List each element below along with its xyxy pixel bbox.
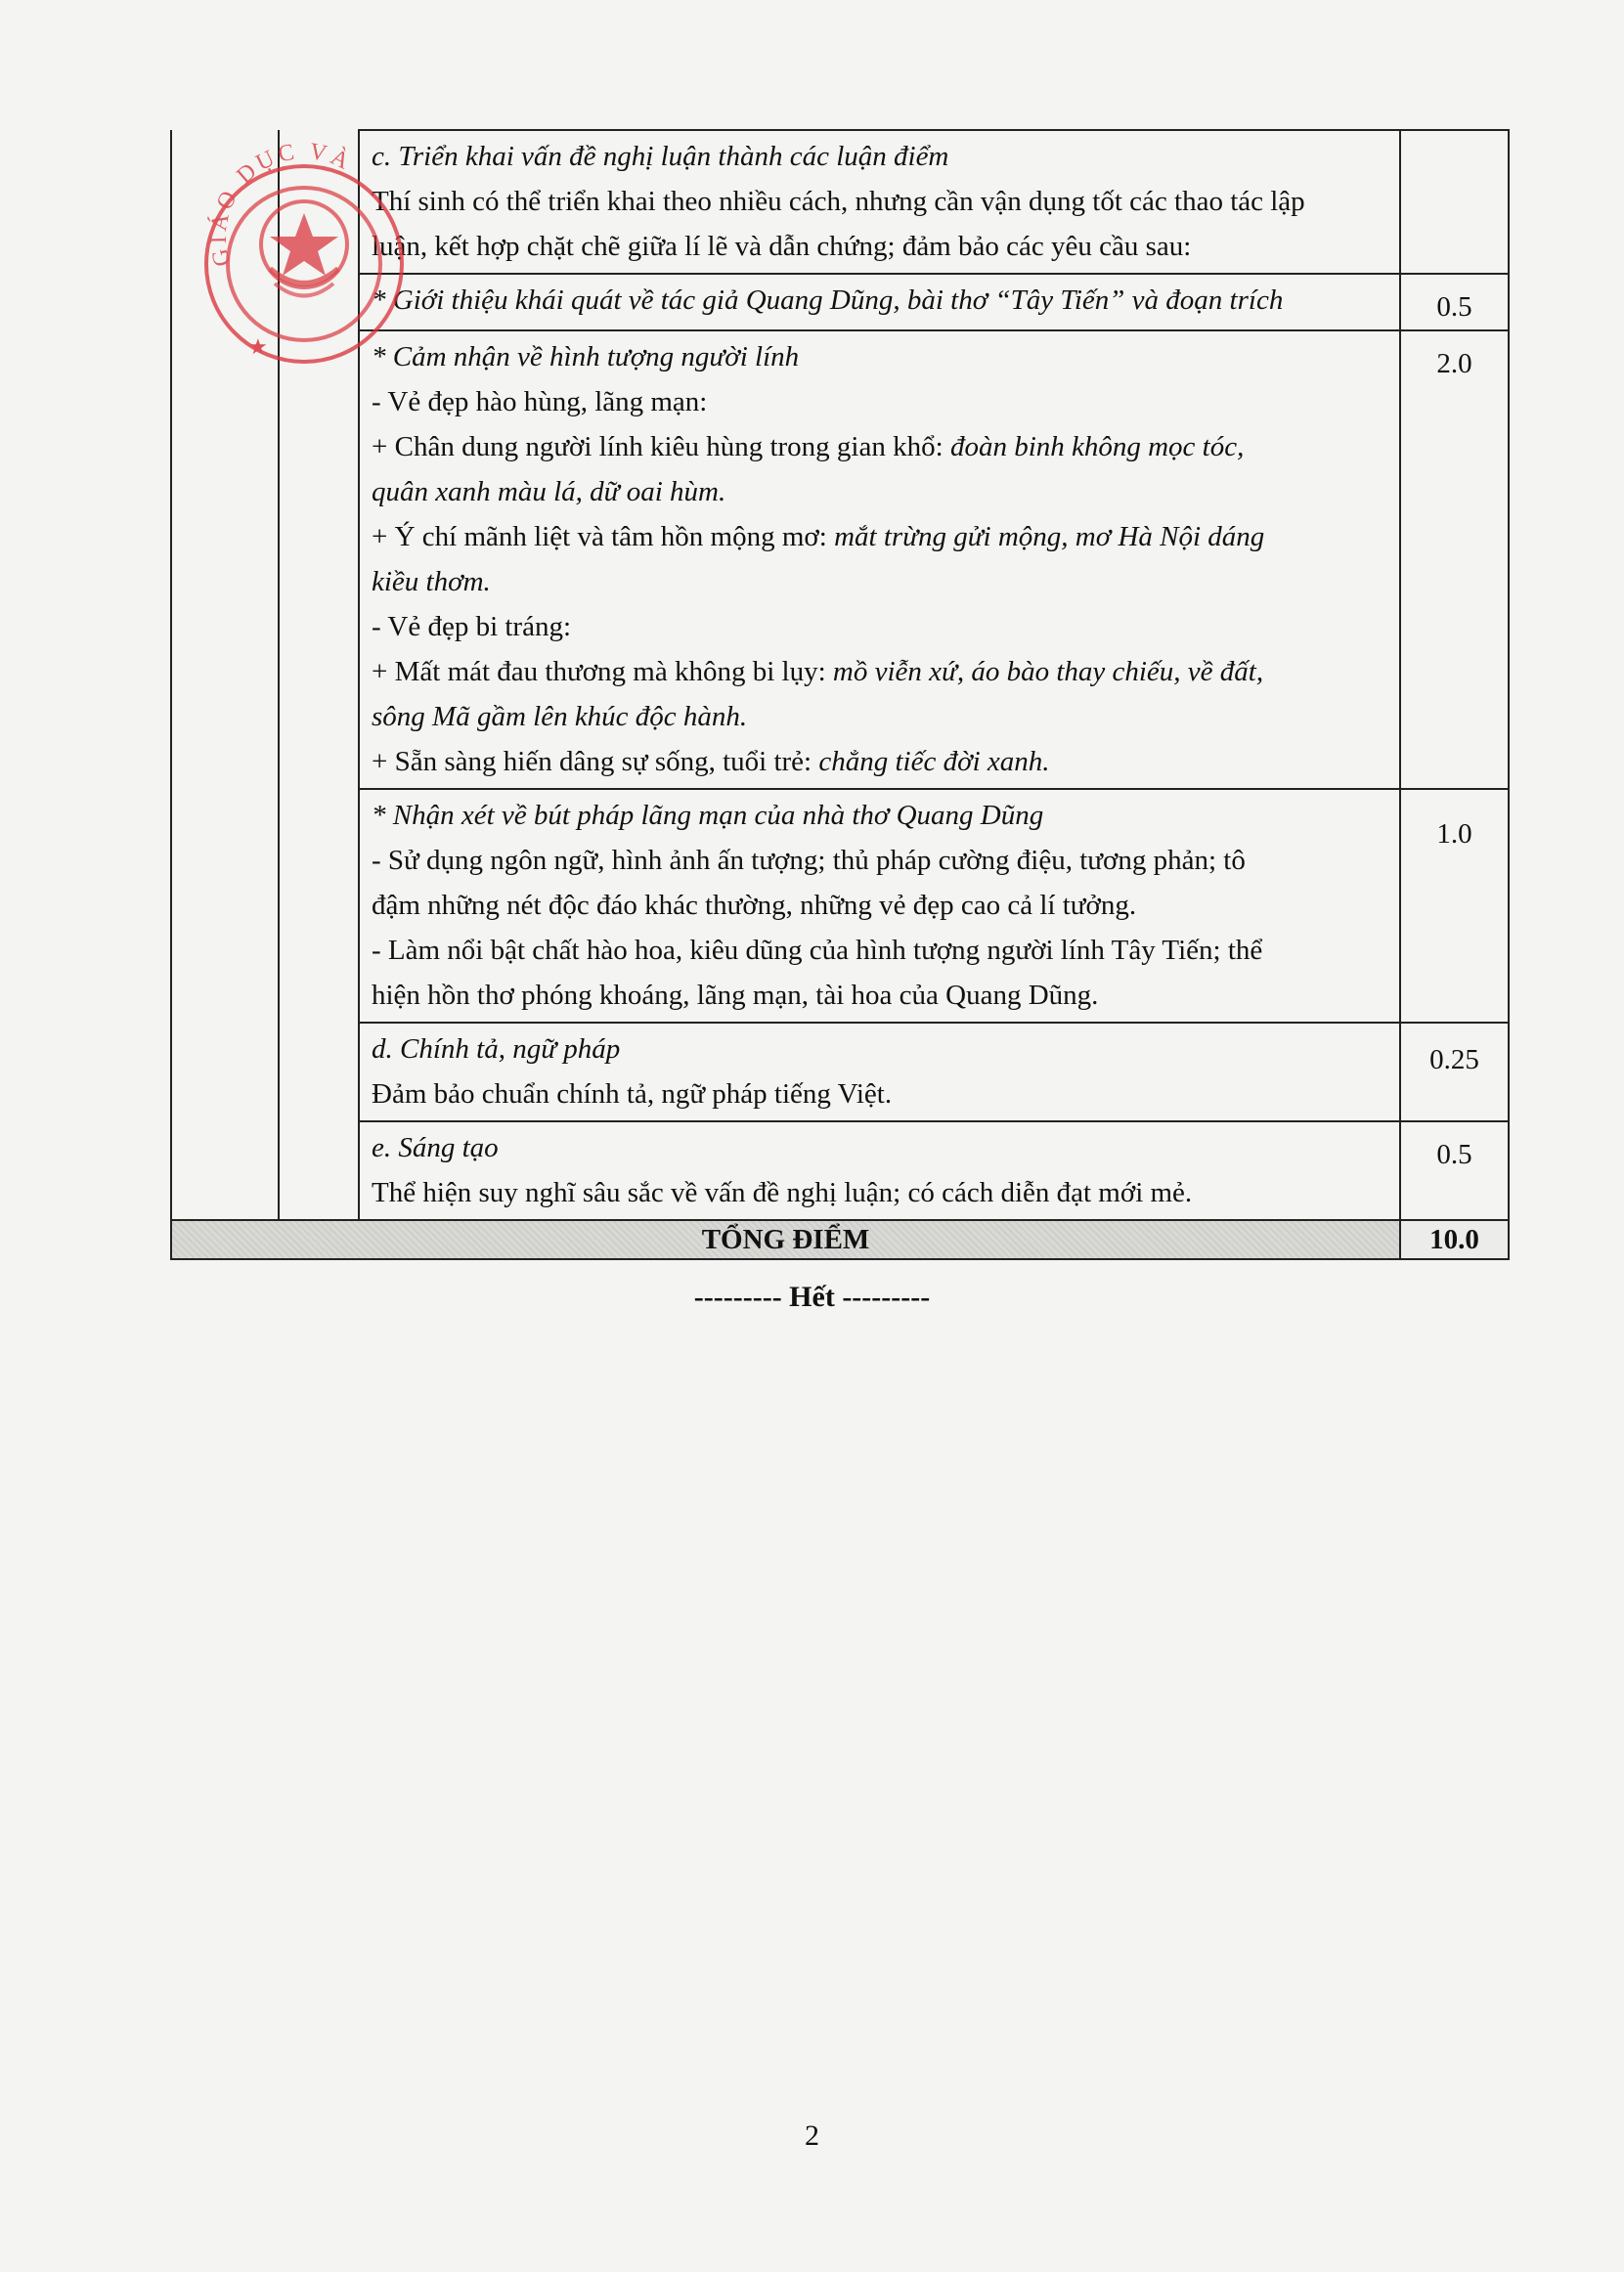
section-c-heading: c. Triển khai vấn đề nghị luận thành các luận điểm [372,141,949,172]
poem-quote: đoàn binh không mọc tóc, [949,431,1245,462]
criterion-line: - Vẻ đẹp hào hùng, lãng mạn: [372,386,708,417]
score-cell: 1.0 [1400,789,1509,1023]
criterion-line: hiện hồn thơ phóng khoáng, lãng mạn, tài hoa của Quang Dũng. [372,980,1099,1011]
criterion-heading: * Cảm nhận về hình tượng người lính [372,341,800,372]
poem-quote: sông Mã gầm lên khúc độc hành. [372,701,748,732]
score-cell: 2.0 [1400,330,1509,789]
table-row [171,1023,1509,1121]
part-column [279,130,359,1023]
criterion-line: - Vẻ đẹp bi tráng: [372,611,572,642]
criterion-line [372,424,1389,469]
criterion-line [372,739,1389,784]
table-row [171,274,1509,330]
criterion-line: Thể hiện suy nghĩ sâu sắc về vấn đề nghị luận; có cách diễn đạt mới mẻ. [372,1177,1193,1208]
total-label: TỔNG ĐIỂM [171,1220,1400,1259]
criterion-cell [359,274,1400,330]
poem-quote: mồ viễn xứ, áo bào thay chiếu, về đất, [832,656,1264,687]
criterion-line: đậm những nét độc đáo khác thường, những vẻ đẹp cao cả lí tưởng. [372,890,1137,921]
page-number: 2 [805,2119,819,2152]
table-row [171,330,1509,789]
criterion-text: + Chân dung người lính kiêu hùng trong gian khổ: [372,431,950,462]
grading-table [170,129,1510,1260]
poem-quote: mắt trừng gửi mộng, mơ Hà Nội dáng [834,521,1265,552]
criterion-line [372,649,1389,694]
score-cell: 0.25 [1400,1023,1509,1121]
criterion-heading: d. Chính tả, ngữ pháp [372,1033,621,1065]
criterion-line: - Sử dụng ngôn ngữ, hình ảnh ấn tượng; thủ pháp cường điệu, tương phản; tô [372,845,1246,876]
criterion-heading: * Giới thiệu khái quát về tác giả Quang Dũng, bài thơ “Tây Tiến” và đoạn trích [372,284,1284,316]
end-of-document-marker: --------- Hết --------- [693,1281,931,1313]
criterion-text: + Sẵn sàng hiến dâng sự sống, tuổi trẻ: [372,746,819,777]
criterion-heading: * Nhận xét về bút pháp lãng mạn của nhà thơ Quang Dũng [372,800,1044,831]
total-row [171,1220,1509,1259]
question-column [171,130,279,1023]
criterion-cell [359,1121,1400,1220]
criterion-line [372,514,1389,559]
table-row [171,1121,1509,1220]
criterion-cell [359,330,1400,789]
part-column [279,1023,359,1220]
criterion-line: Đảm bảo chuẩn chính tả, ngữ pháp tiếng Việt. [372,1078,893,1110]
score-cell [1400,130,1509,274]
criterion-text: + Mất mát đau thương mà không bi lụy: [372,656,833,687]
poem-quote: chẳng tiếc đời xanh. [818,746,1050,777]
table-row [171,789,1509,1023]
section-c-cell [359,130,1400,274]
score-cell: 0.5 [1400,274,1509,330]
score-cell: 0.5 [1400,1121,1509,1220]
criterion-heading: e. Sáng tạo [372,1132,499,1163]
criterion-line: - Làm nổi bật chất hào hoa, kiêu dũng của hình tượng người lính Tây Tiến; thể [372,935,1263,966]
poem-quote: quân xanh màu lá, dữ oai hùm. [372,476,726,507]
poem-quote: kiều thơm. [372,566,491,597]
section-c-intro-line: Thí sinh có thể triển khai theo nhiều cách, nhưng cần vận dụng tốt các thao tác lập [372,186,1305,217]
total-score: 10.0 [1400,1220,1509,1259]
criterion-cell [359,1023,1400,1121]
table-row [171,130,1509,274]
section-c-intro-line: luận, kết hợp chặt chẽ giữa lí lẽ và dẫn chứng; đảm bảo các yêu cầu sau: [372,231,1192,262]
svg-text:★: ★ [248,334,268,359]
question-column [171,1023,279,1220]
criterion-cell [359,789,1400,1023]
criterion-text: + Ý chí mãnh liệt và tâm hồn mộng mơ: [372,521,835,552]
seal-text: GIÁO DỤC VÀ [205,138,357,269]
